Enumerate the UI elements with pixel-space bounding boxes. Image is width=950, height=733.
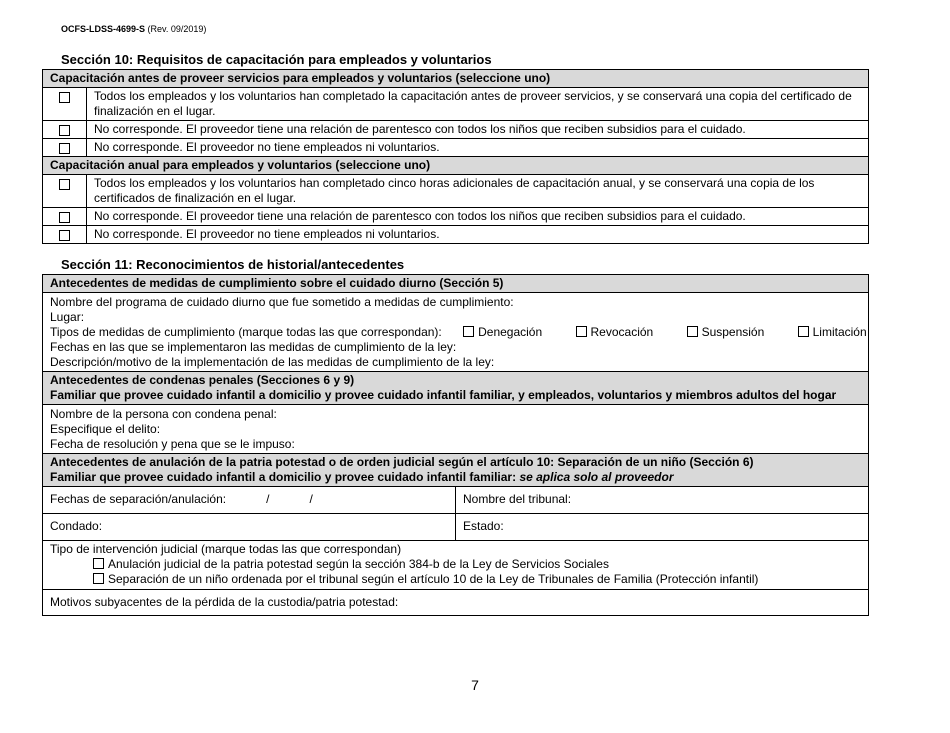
conviction-person-name: Nombre de la persona con condena penal: xyxy=(50,407,277,421)
section-11-title: Sección 11: Reconocimientos de historial/antecedentes xyxy=(61,257,405,272)
section-11-table xyxy=(42,274,869,616)
group2-option-2-checkbox[interactable] xyxy=(59,212,70,223)
reasons-row xyxy=(43,590,869,616)
group2-option-3-checkbox[interactable] xyxy=(59,230,70,241)
custody-dates-row xyxy=(43,487,869,514)
type-limitation-option[interactable] xyxy=(798,325,867,340)
type-suspension-option[interactable] xyxy=(687,325,765,340)
separation-dates-cell[interactable] xyxy=(43,487,456,514)
group1-header-row xyxy=(43,70,869,88)
convictions-header-line1: Antecedentes de condenas penales (Secciones 6 y 9) xyxy=(50,373,355,387)
intervention-1-checkbox[interactable] xyxy=(93,558,104,569)
group1-option-3-label: No corresponde. El proveedor no tiene empleados ni voluntarios. xyxy=(87,139,869,157)
custody-county-row xyxy=(43,514,869,541)
enforcement-program-name: Nombre del programa de cuidado diurno que fue sometido a medidas de cumplimiento: xyxy=(50,295,514,309)
intervention-1-label: Anulación judicial de la patria potestad según la sección 384-b de la Ley de Servicios Sociales xyxy=(108,557,609,571)
date-slash-1: / xyxy=(266,492,270,506)
county-cell[interactable] xyxy=(43,514,456,541)
county-label: Condado: xyxy=(50,519,103,533)
reasons-label: Motivos subyacentes de la pérdida de la custodia/patria potestad: xyxy=(50,595,399,609)
intervention-option-1[interactable] xyxy=(50,557,861,572)
custody-header-row xyxy=(43,454,869,487)
enforcement-header-row xyxy=(43,275,869,293)
enforcement-body-row xyxy=(43,293,869,372)
convictions-header-row xyxy=(43,372,869,405)
conviction-crime: Especifique el delito: xyxy=(50,422,161,436)
separation-dates-label: Fechas de separación/anulación: xyxy=(50,492,227,506)
state-cell[interactable] xyxy=(456,514,869,541)
custody-header-line2 xyxy=(50,470,861,485)
enforcement-types-label: Tipos de medidas de cumplimiento (marque todas las que correspondan): xyxy=(50,325,442,339)
section-10-title: Sección 10: Requisitos de capacitación para empleados y voluntarios xyxy=(61,52,492,67)
reasons-cell[interactable] xyxy=(43,590,869,616)
enforcement-location: Lugar: xyxy=(50,310,85,324)
date-slash-2: / xyxy=(309,492,313,506)
section-10-table xyxy=(42,69,869,244)
type-suspension-label: Suspensión xyxy=(701,325,765,339)
court-name-label: Nombre del tribunal: xyxy=(463,492,572,506)
group1-option-row xyxy=(43,121,869,139)
conviction-resolution: Fecha de resolución y pena que se le impuso: xyxy=(50,437,295,451)
enforcement-description: Descripción/motivo de la implementación de las medidas de cumplimiento de la ley: xyxy=(50,355,495,369)
type-limitation-label: Limitación xyxy=(812,325,867,339)
intervention-option-2[interactable] xyxy=(50,572,861,587)
group2-header-row xyxy=(43,157,869,175)
convictions-header-line2: Familiar que provee cuidado infantil a domicilio y provee cuidado infantil familiar, y empleados, voluntarios y miembros adultos del hogar xyxy=(50,388,837,402)
intervention-label: Tipo de intervención judicial (marque todas las que correspondan) xyxy=(50,542,402,556)
group2-option-1-checkbox[interactable] xyxy=(59,179,70,190)
group2-option-2-label: No corresponde. El proveedor tiene una relación de parentesco con todos los niños que reciben subsidios para el cuidado. xyxy=(87,208,869,226)
group1-option-row xyxy=(43,139,869,157)
type-denial-label: Denegación xyxy=(478,325,543,339)
type-denial-option[interactable] xyxy=(463,325,542,340)
form-code: OCFS-LDSS-4699-S xyxy=(61,24,146,34)
group1-header: Capacitación antes de proveer servicios para empleados y voluntarios (seleccione uno) xyxy=(43,70,869,88)
custody-header-line2-text: Familiar que provee cuidado infantil a domicilio y provee cuidado infantil familiar: xyxy=(50,470,520,484)
type-revocation-label: Revocación xyxy=(590,325,654,339)
enforcement-types-line xyxy=(50,325,867,340)
enforcement-header: Antecedentes de medidas de cumplimiento sobre el cuidado diurno (Sección 5) xyxy=(43,275,869,293)
group1-option-3-checkbox[interactable] xyxy=(59,143,70,154)
group1-option-2-label: No corresponde. El proveedor tiene una relación de parentesco con todos los niños que reciben subsidios para el cuidado. xyxy=(87,121,869,139)
page-number: 7 xyxy=(471,677,479,693)
group2-option-row xyxy=(43,175,869,208)
type-revocation-option[interactable] xyxy=(576,325,654,340)
group2-option-1-label: Todos los empleados y los voluntarios han completado cinco horas adicionales de capacitación anual, y se conservará una copia de los certificados de finalización en el lugar. xyxy=(87,175,869,208)
convictions-body-row xyxy=(43,405,869,454)
group2-option-row xyxy=(43,208,869,226)
type-revocation-checkbox[interactable] xyxy=(576,326,587,337)
court-name-cell[interactable] xyxy=(456,487,869,514)
group2-header: Capacitación anual para empleados y voluntarios (seleccione uno) xyxy=(43,157,869,175)
type-limitation-checkbox[interactable] xyxy=(798,326,809,337)
type-denial-checkbox[interactable] xyxy=(463,326,474,337)
form-revision: (Rev. 09/2019) xyxy=(145,24,207,34)
enforcement-dates: Fechas en las que se implementaron las medidas de cumplimiento de la ley: xyxy=(50,340,457,354)
group1-option-2-checkbox[interactable] xyxy=(59,125,70,136)
group2-option-3-label: No corresponde. El proveedor no tiene empleados ni voluntarios. xyxy=(87,226,869,244)
intervention-row xyxy=(43,541,869,590)
custody-header-line1: Antecedentes de anulación de la patria potestad o de orden judicial según el artículo 10: Separación de un niño (Sección 6) xyxy=(50,455,754,469)
group1-option-1-checkbox[interactable] xyxy=(59,92,70,103)
custody-header-line2-italic: se aplica solo al proveedor xyxy=(519,470,674,484)
group2-option-row xyxy=(43,226,869,244)
intervention-2-label: Separación de un niño ordenada por el tribunal según el artículo 10 de la Ley de Tribunales de Familia (Protección infantil) xyxy=(108,572,759,586)
form-identifier xyxy=(61,24,206,34)
group1-option-row xyxy=(43,88,869,121)
state-label: Estado: xyxy=(463,519,504,533)
intervention-2-checkbox[interactable] xyxy=(93,573,104,584)
type-suspension-checkbox[interactable] xyxy=(687,326,698,337)
group1-option-1-label: Todos los empleados y los voluntarios han completado la capacitación antes de proveer servicios, y se conservará una copia del certificado de finalización en el lugar. xyxy=(87,88,869,121)
